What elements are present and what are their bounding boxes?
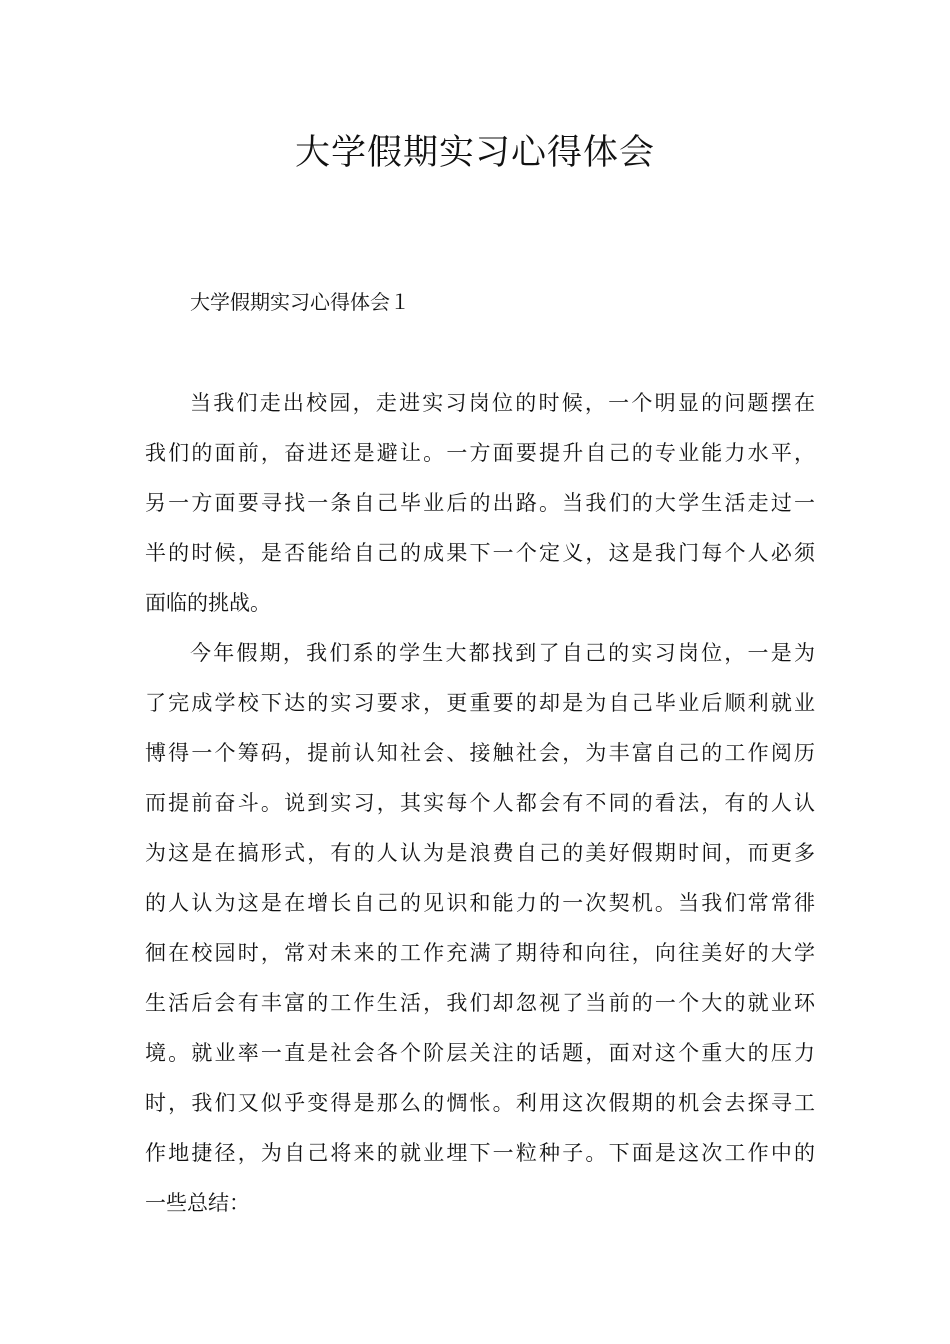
paragraph-2-line: 今年假期，我们系的学生大都找到了自己的实习岗位，一是为 bbox=[190, 641, 815, 665]
paragraph-2-line: 了完成学校下达的实习要求，更重要的却是为自己毕业后顺利就业 bbox=[145, 691, 815, 715]
document-body bbox=[145, 378, 815, 1228]
paragraph-2-line: 时，我们又似乎变得是那么的惆怅。利用这次假期的机会去探寻工 bbox=[145, 1091, 815, 1115]
paragraph-2-line: 博得一个筹码，提前认知社会、接触社会，为丰富自己的工作阅历 bbox=[145, 741, 815, 765]
paragraph-2-line: 生活后会有丰富的工作生活，我们却忽视了当前的一个大的就业环 bbox=[145, 991, 815, 1015]
paragraph-1-line: 我们的面前，奋进还是避让。一方面要提升自己的专业能力水平， bbox=[145, 441, 815, 465]
paragraph-1-line: 当我们走出校园，走进实习岗位的时候，一个明显的问题摆在 bbox=[190, 391, 815, 415]
paragraph-2-line: 的人认为这是在增长自己的见识和能力的一次契机。当我们常常徘 bbox=[145, 891, 815, 915]
paragraph-1-line: 面临的挑战。 bbox=[145, 591, 271, 615]
paragraph-2-line: 而提前奋斗。说到实习，其实每个人都会有不同的看法，有的人认 bbox=[145, 791, 815, 815]
paragraph-2-line: 为这是在搞形式，有的人认为是浪费自己的美好假期时间，而更多 bbox=[145, 841, 815, 865]
paragraph-2-line: 境。就业率一直是社会各个阶层关注的话题，面对这个重大的压力 bbox=[145, 1041, 815, 1065]
paragraph-1-line: 半的时候，是否能给自己的成果下一个定义，这是我门每个人必须 bbox=[145, 541, 815, 565]
paragraph-1-line: 另一方面要寻找一条自己毕业后的出路。当我们的大学生活走过一 bbox=[145, 491, 815, 515]
paragraph-2-line: 一些总结： bbox=[145, 1191, 250, 1215]
paragraph-2-line: 作地捷径，为自己将来的就业埋下一粒种子。下面是这次工作中的 bbox=[145, 1141, 815, 1165]
section-heading: 大学假期实习心得体会１ bbox=[190, 290, 410, 314]
document-title: 大学假期实习心得体会 bbox=[294, 133, 655, 173]
paragraph-2-line: 徊在校园时，常对未来的工作充满了期待和向往，向往美好的大学 bbox=[145, 941, 815, 965]
